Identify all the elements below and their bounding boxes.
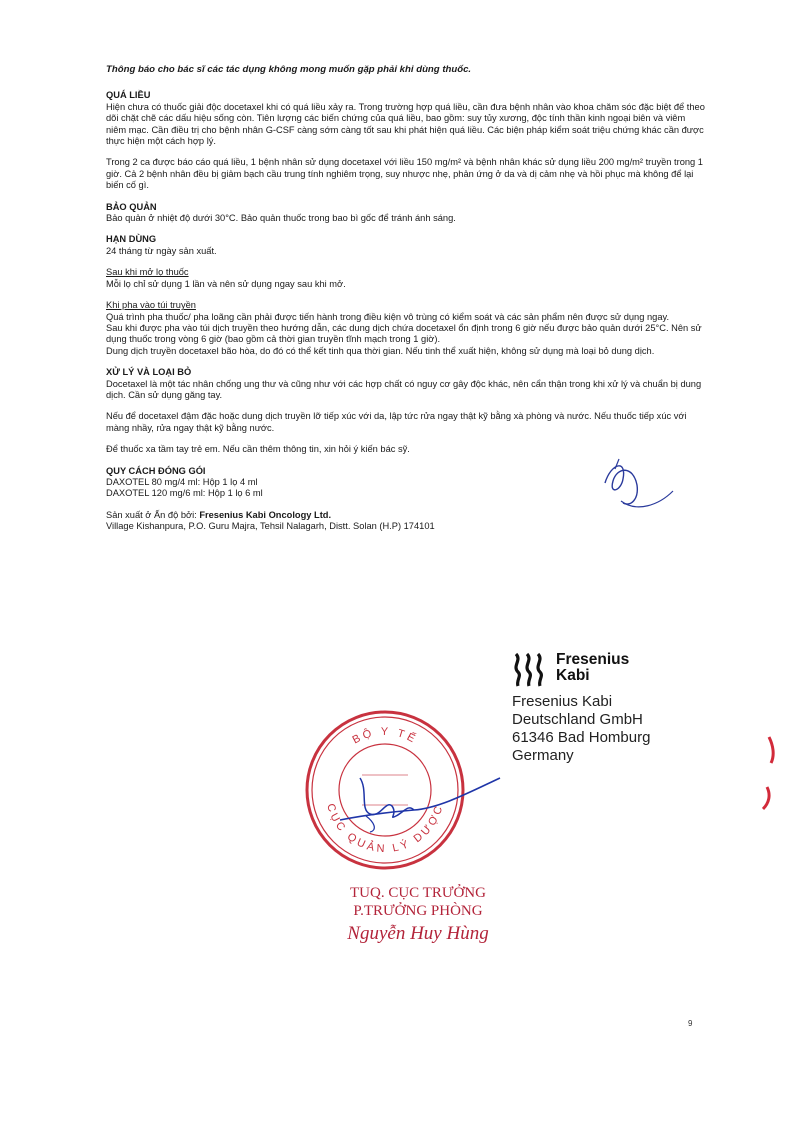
overdose-paragraph-1: Hiện chưa có thuốc giải độc docetaxel khi có quá liều xảy ra. Trong trường hợp quá liều, cần đưa bệnh nhân vào khoa chăm sóc đặc biệt để theo dõi chặt chẽ các dấu hiệu sống còn. Tiên lượng các biến chứng của quá liều, bao gồm: suy tủy xương, độc tính thần kinh ngoại biên và viêm niêm mạc. Cần điều trị cho bệnh nhân G-CSF càng sớm càng tốt sau khi phát hiện quá liều. Các biện pháp kiểm soát triệu chứng khác cần được thực hiện một cách hợp lý. <box>106 101 705 147</box>
storage-text: Bảo quản ở nhiệt độ dưới 30°C. Bảo quản thuốc trong bao bì gốc để tránh ánh sáng. <box>106 213 456 224</box>
handling-heading: XỬ LÝ VÀ LOẠI BỎ <box>106 367 192 378</box>
infusion-paragraph-2: Sau khi được pha vào túi dịch truyền theo hướng dẫn, các dung dịch chứa docetaxel ổn định trong 6 giờ nếu được bảo quản dưới 25°C. Nên sử dụng thuốc trong vòng 6 giờ (bao gồm cả thời gian truyền tĩnh mạch trong 1 giờ). <box>106 322 702 345</box>
signoff-block <box>318 884 518 946</box>
page-number: 9 <box>688 1019 693 1028</box>
official-signature <box>330 770 510 850</box>
storage-heading: BẢO QUẢN <box>106 201 157 212</box>
expiry-heading: HẠN DÙNG <box>106 234 157 245</box>
fresenius-address <box>512 693 732 765</box>
seal-bottom-text: CỤC QUẢN LÝ DƯỢC <box>324 802 446 856</box>
packaging-line-1: DAXOTEL 80 mg/4 ml: Hộp 1 lọ 4 ml <box>106 476 258 487</box>
initials-signature-mark <box>593 455 683 525</box>
fresenius-kabi-stamp <box>512 652 732 765</box>
handling-paragraph-2: Nếu để docetaxel đậm đặc hoặc dung dịch truyền lỡ tiếp xúc với da, lập tức rửa ngay thật kỹ bằng xà phòng và nước. Nếu thuốc tiếp xúc với màng nhầy, rửa ngay thật kỹ bằng nước. <box>106 411 687 433</box>
packaging-line-2: DAXOTEL 120 mg/6 ml: Hộp 1 lọ 6 ml <box>106 488 263 499</box>
signoff-name: Nguyễn Huy Hùng <box>347 923 489 944</box>
signoff-title-2: P.TRƯỞNG PHÒNG <box>353 903 483 919</box>
handling-paragraph-3: Để thuốc xa tầm tay trẻ em. Nếu cần thêm thông tin, xin hỏi ý kiến bác sỹ. <box>106 444 410 455</box>
manufacturer-address: Village Kishanpura, P.O. Guru Majra, Tehsil Nalagarh, Distt. Solan (H.P) 174101 <box>106 521 435 532</box>
seal-top-text: BỘ Y TẾ <box>350 725 420 747</box>
fresenius-address-line-2: Deutschland GmbH <box>512 711 643 728</box>
fresenius-address-line-1: Fresenius Kabi <box>512 693 613 710</box>
logo-word-fresenius: Fresenius <box>556 651 630 668</box>
partial-red-mark <box>755 735 785 815</box>
fresenius-address-line-3: 61346 Bad Homburg <box>512 729 651 746</box>
fresenius-kabi-logo <box>512 652 732 688</box>
infusion-paragraph-3: Dung dịch truyền docetaxel bão hòa, do đó có thể kết tinh qua thời gian. Nếu tinh thể xuất hiện, không sử dụng mà loại bỏ dung dịch. <box>106 345 655 356</box>
fresenius-logo-icon <box>512 652 546 688</box>
overdose-paragraph-2: Trong 2 ca được báo cáo quá liều, 1 bệnh nhân sử dụng docetaxel với liều 150 mg/m² và bệnh nhân khác sử dụng liều 200 mg/m² truyền trong 1 giờ. Cả 2 bệnh nhân đều bị giảm bạch cầu trung tính nghiêm trọng, suy nhược nhẹ, phản ứng ở da và dị cảm nhẹ và hồi phục mà không để lại biến cố gì. <box>106 157 703 191</box>
fresenius-address-line-4: Germany <box>512 747 574 764</box>
after-open-text: Mỗi lọ chỉ sử dụng 1 lần và nên sử dụng ngay sau khi mở. <box>106 278 346 289</box>
expiry-text: 24 tháng từ ngày sản xuất. <box>106 245 217 256</box>
manufacturer-name: Fresenius Kabi Oncology Ltd. <box>199 509 332 520</box>
infusion-paragraph-1: Quá trình pha thuốc/ pha loãng cần phải được tiến hành trong điều kiện vô trùng có kiểm soát và các sản phẩm nên được sử dụng ngay. <box>106 311 670 322</box>
manufacturer-label: Sản xuất ở Ấn độ bởi: <box>106 509 200 520</box>
handling-paragraph-1: Docetaxel là một tác nhân chống ung thư và cũng như với các hợp chất có nguy cơ gây độc khác, nên cẩn thận trong khi xử lý và chuẩn bị dung dịch. Cần sử dụng găng tay. <box>106 378 702 400</box>
intro-note: Thông báo cho bác sĩ các tác dụng không mong muốn gặp phải khi dùng thuốc. <box>106 64 472 75</box>
infusion-subheading: Khi pha vào túi truyền <box>106 300 196 311</box>
logo-word-kabi: Kabi <box>556 667 590 684</box>
svg-text:BỘ Y TẾ <box>351 726 420 747</box>
overdose-heading: QUÁ LIỀU <box>106 90 151 101</box>
packaging-heading: QUY CÁCH ĐÓNG GÓI <box>106 465 206 476</box>
after-open-subheading: Sau khi mở lọ thuốc <box>106 267 189 278</box>
signoff-title-1: TUQ. CỤC TRƯỞNG <box>350 885 486 901</box>
